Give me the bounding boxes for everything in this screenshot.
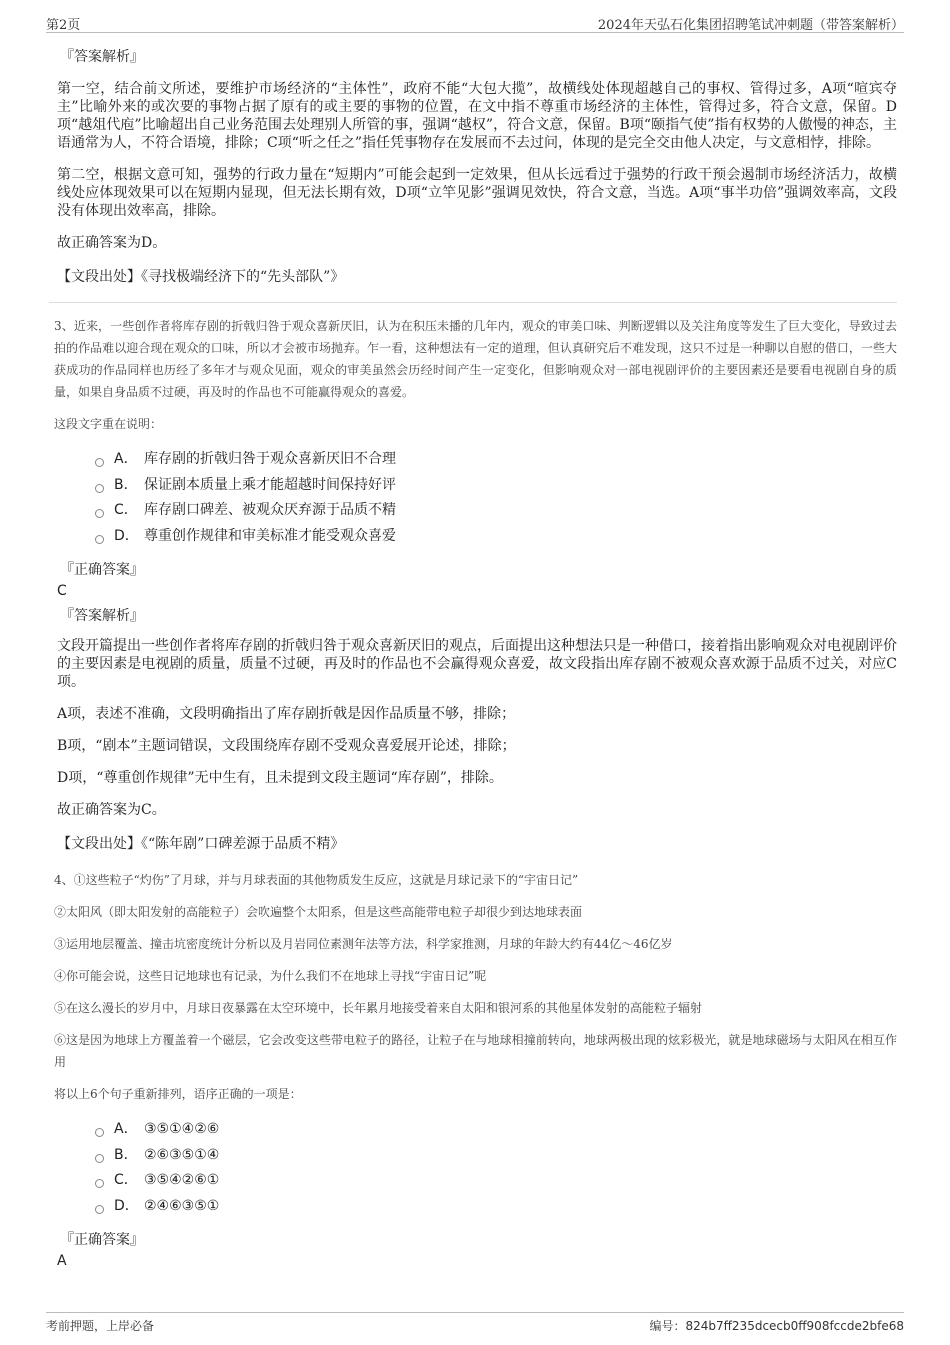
option-letter: D． <box>114 527 139 544</box>
code-value: 824b7ff235dcecb0ff908fccde2bfe68 <box>685 1319 904 1333</box>
passage-source: 【文段出处】《寻找极端经济下的“先头部队”》 <box>57 269 345 285</box>
page-header <box>46 10 904 33</box>
option-c[interactable] <box>95 498 897 524</box>
option-letter: D． <box>114 1197 139 1214</box>
divider <box>49 302 897 303</box>
analysis-paragraph: 第二空，根据文意可知，强势的行政力量在“短期内”可能会起到一定效果，但从长远看过于强势的行政干预会遏制市场经济活力，故横线处应体现效果可以在短期内显现，但无法长期有效，D项“立竿见影”强调见效快，符合文意，当选。A项“事半功倍”强调效率高，文段没有体现出效率高，排除。 <box>57 167 897 219</box>
option-text: 保证剧本质量上乘才能超越时间保持好评 <box>144 476 396 493</box>
sentence-item: ⑤在这么漫长的岁月中，月球日夜暴露在太空环境中，长年累月地接受着来自太阳和银河系的其他星体发射的高能粒子辐射 <box>54 1001 703 1015</box>
option-letter: A． <box>114 1121 138 1137</box>
analysis-paragraph: B项，“剧本”主题词错误，文段围绕库存剧不受观众喜爱展开论述，排除； <box>57 738 516 754</box>
radio-icon[interactable] <box>95 509 104 518</box>
analysis-paragraph: A项，表述不准确，文段明确指出了库存剧折戟是因作品质量不够，排除； <box>57 706 516 722</box>
question-stem: 3、近来，一些创作者将库存剧的折戟归咎于观众喜新厌旧，认为在积压未播的几年内，观众的审美口味、判断逻辑以及关注角度等发生了巨大变化，导致过去拍的作品难以迎合现在观众的口味，所以才会被市场抛弃。乍一看，这种想法有一定的道理，但认真研究后不难发现，这只不过是一种聊以自慰的借口，一些大获成功的作品同样也历经了多年才与观众见面，观众的审美虽然会历经时间产生一定变化，但影响观众对一部电视剧评价的主要因素还是要看电视剧自身的质量，如果自身品质不过硬，再及时的作品也不可能赢得观众的喜爱。 <box>54 319 897 399</box>
options-list <box>95 447 897 549</box>
passage-source: 【文段出处】《“陈年剧”口碑差源于品质不精》 <box>57 836 345 852</box>
radio-icon[interactable] <box>95 535 104 544</box>
option-text: 尊重创作规律和审美标准才能受观众喜爱 <box>144 527 396 544</box>
analysis-label: 『答案解析』 <box>60 608 144 624</box>
analysis-label: 『答案解析』 <box>60 49 144 65</box>
correct-answer: A <box>57 1253 67 1269</box>
footer-slogan: 考前押题，上岸必备 <box>46 1319 155 1333</box>
option-letter: C． <box>114 502 138 518</box>
document-body <box>54 40 897 1273</box>
option-b[interactable] <box>95 1143 897 1169</box>
analysis-paragraph: 第一空，结合前文所述，要维护市场经济的“主体性”，政府不能“大包大揽”，故横线处体现超越自己的事权、管得过多，A项“喧宾夺主”比喻外来的或次要的事物占据了原有的或主要的事物的位置，在文中指不尊重市场经济的主体性，管得过多，符合文意，保留。D项“越俎代庖”比喻超出自己业务范围去处理别人所管的事，强调“越权”，符合文意，保留。B项“颐指气使”指有权势的人傲慢的神态，主语通常为人，不符合语境，排除；C项“听之任之”指任凭事物存在发展而不去过问，体现的是完全交由他人决定，与文意相悖，排除。 <box>57 81 897 151</box>
sentence-item: ④你可能会说，这些日记地球也有记录，为什么我们不在地球上寻找“宇宙日记”呢 <box>54 969 487 983</box>
radio-icon[interactable] <box>95 484 104 493</box>
option-text: ②⑥③⑤①④ <box>144 1146 220 1163</box>
radio-icon[interactable] <box>95 1205 104 1214</box>
radio-icon[interactable] <box>95 458 104 467</box>
analysis-paragraph: 故正确答案为D。 <box>57 235 167 251</box>
answer-label: 『正确答案』 <box>60 1232 144 1248</box>
question-prompt: 这段文字重在说明： <box>54 417 163 431</box>
option-text: ②④⑥③⑤① <box>144 1197 220 1214</box>
sentence-item: ③运用地层覆盖、撞击坑密度统计分析以及月岩同位素测年法等方法，科学家推测，月球的年龄大约有44亿～46亿岁 <box>54 937 673 951</box>
radio-icon[interactable] <box>95 1154 104 1163</box>
option-a[interactable] <box>95 1117 897 1143</box>
option-b[interactable] <box>95 473 897 499</box>
code-label: 编号： <box>649 1319 686 1333</box>
radio-icon[interactable] <box>95 1179 104 1188</box>
analysis-paragraph: 故正确答案为C。 <box>57 802 166 818</box>
option-text: 库存剧口碑差、被观众厌弃源于品质不精 <box>144 502 396 518</box>
radio-icon[interactable] <box>95 1128 104 1137</box>
correct-answer: C <box>57 583 67 599</box>
option-letter: B． <box>114 476 138 493</box>
page-number: 第2页 <box>46 18 81 33</box>
option-letter: A． <box>114 451 138 467</box>
option-c[interactable] <box>95 1168 897 1194</box>
option-letter: B． <box>114 1146 138 1163</box>
analysis-paragraph: 文段开篇提出一些创作者将库存剧的折戟归咎于观众喜新厌旧的观点，后面提出这种想法只是一种借口，接着指出影响观众对电视剧评价的主要因素是电视剧的质量，质量不过硬，再及时的作品也不会赢得观众喜爱，故文段指出库存剧不被观众喜欢源于品质不过关，对应C项。 <box>57 638 897 690</box>
document-title: 2024年天弘石化集团招聘笔试冲刺题（带答案解析） <box>597 18 904 33</box>
option-d[interactable] <box>95 524 897 550</box>
sentence-item: ②太阳风（即太阳发射的高能粒子）会吹遍整个太阳系，但是这些高能带电粒子却很少到达地球表面 <box>54 905 583 919</box>
option-a[interactable] <box>95 447 897 473</box>
option-letter: C． <box>114 1172 138 1188</box>
option-d[interactable] <box>95 1194 897 1220</box>
sentence-item: ⑥这是因为地球上方覆盖着一个磁层，它会改变这些带电粒子的路径，让粒子在与地球相撞前转向，地球两极出现的炫彩极光，就是地球磁场与太阳风在相互作用 <box>54 1033 897 1069</box>
sentence-item: 4、①这些粒子“灼伤”了月球，并与月球表面的其他物质发生反应，这就是月球记录下的“宇宙日记” <box>54 873 579 887</box>
options-list <box>95 1117 897 1219</box>
page-footer <box>46 1312 904 1337</box>
question-prompt: 将以上6个句子重新排列，语序正确的一项是： <box>54 1087 302 1101</box>
option-text: 库存剧的折戟归咎于观众喜新厌旧不合理 <box>144 451 396 467</box>
option-text: ③⑤①④②⑥ <box>144 1121 220 1137</box>
document-code <box>649 1317 904 1334</box>
option-text: ③⑤④②⑥① <box>144 1172 220 1188</box>
answer-label: 『正确答案』 <box>60 562 144 578</box>
analysis-paragraph: D项，“尊重创作规律”无中生有，且未提到文段主题词“库存剧”，排除。 <box>57 770 503 786</box>
